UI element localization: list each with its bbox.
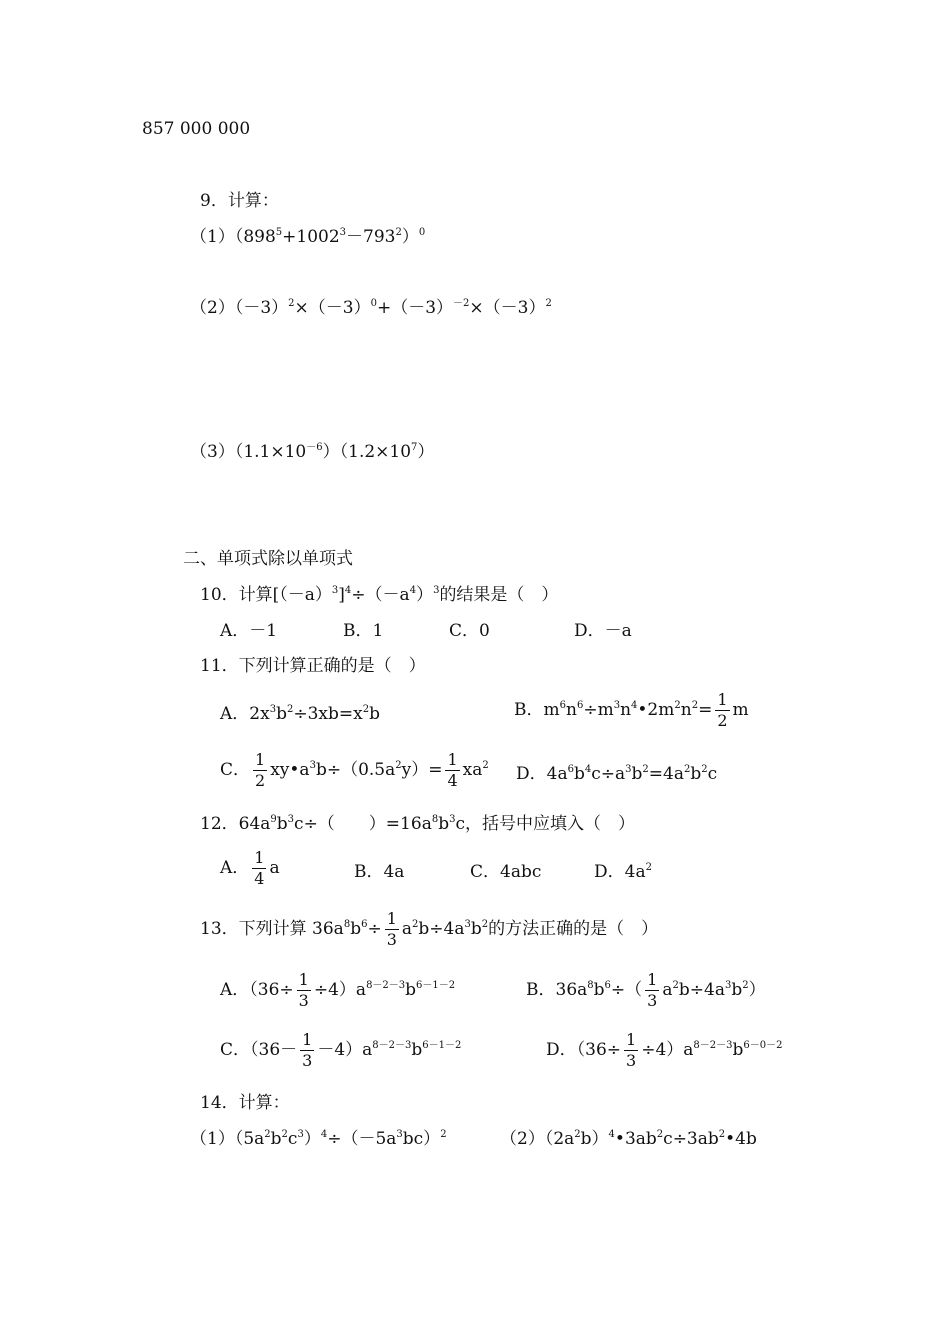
q11-option-d[interactable] [516, 766, 717, 783]
fraction [297, 972, 311, 1009]
exponent: 6 [559, 700, 566, 711]
option-label: A． [220, 858, 250, 878]
exponent: 2 [288, 298, 295, 309]
section-title: 二、单项式除以单项式 [183, 549, 353, 569]
q9-part1 [190, 229, 425, 246]
exponent: 2 [718, 1129, 726, 1140]
exponent: 3 [433, 585, 440, 596]
q13-text: b [350, 919, 362, 939]
fraction-numerator: 1 [647, 970, 658, 989]
q9-part3 [190, 444, 434, 461]
q9-part3-label: （3） [190, 442, 235, 462]
q12-text: b [276, 814, 288, 834]
exponent: 6 [604, 980, 611, 991]
math-text: b [573, 764, 585, 784]
q10-option-b[interactable]: B．1 [343, 621, 384, 641]
q9-part2 [190, 300, 552, 317]
math-text: ÷3xb=x [293, 704, 363, 724]
q12-text: b [438, 814, 450, 834]
exponent: 2 [545, 298, 552, 309]
exponent: 0 [418, 227, 426, 238]
q12-text: c，括号中应填入（ ） [455, 814, 635, 834]
math-text: n [566, 700, 577, 720]
exponent: 3 [449, 814, 456, 825]
fraction-numerator: 1 [254, 848, 265, 867]
fraction-numerator: 1 [626, 1030, 637, 1049]
exponent: 8－2－3 [366, 980, 406, 991]
math-text: b [369, 704, 380, 724]
exponent: 7 [411, 442, 418, 453]
math-text: a [662, 980, 673, 1000]
math-text: xy•a [270, 760, 310, 780]
exponent: 4 [608, 1129, 615, 1140]
q9-part3-text: ） [417, 442, 435, 462]
exponent: 3 [269, 704, 277, 715]
q12-option-a[interactable] [220, 850, 280, 887]
exponent: 2 [264, 1129, 271, 1140]
math-text: b [732, 1040, 744, 1060]
exponent: 8 [343, 919, 351, 930]
math-text: n [680, 700, 692, 720]
exponent: 2 [674, 700, 681, 711]
fraction-numerator: 1 [447, 750, 458, 769]
exponent: 6－1－2 [416, 980, 456, 991]
math-text: ） [748, 980, 766, 1000]
exponent: 2 [281, 1129, 288, 1140]
q9-part2-text: +（－3） [376, 298, 454, 318]
q14-part1-label: （1） [190, 1129, 235, 1149]
q12-option-c[interactable]: C．4abc [470, 862, 542, 882]
fraction-denominator: 3 [626, 1051, 637, 1070]
math-text: •3ab [614, 1129, 657, 1149]
exponent: 6 [567, 764, 574, 775]
q9-part3-text: ）（1.2×10 [322, 442, 412, 462]
exponent: 2 [742, 980, 749, 991]
exponent: 2 [691, 700, 699, 711]
option-label: B． [514, 700, 544, 720]
exponent: －2 [453, 298, 470, 309]
fraction [253, 752, 267, 789]
exponent: 3 [339, 227, 347, 238]
q12-stem [200, 816, 635, 833]
math-text: •4b [725, 1129, 757, 1149]
q10-option-c[interactable]: C．0 [449, 621, 490, 641]
math-text: （36－ [250, 1040, 298, 1060]
exponent: 6 [576, 700, 584, 711]
exponent: 2 [395, 760, 402, 771]
fraction [445, 752, 459, 789]
math-text: xa [462, 760, 483, 780]
q13-text: a [401, 919, 413, 939]
math-text: b [690, 764, 702, 784]
exponent: 3 [396, 1129, 403, 1140]
q10-text: ÷（－a [351, 585, 410, 605]
math-text: 4a [546, 764, 568, 784]
q10-option-a[interactable]: A．－1 [220, 621, 278, 641]
exponent: 4 [344, 585, 352, 596]
math-text: ÷m [583, 700, 614, 720]
option-label: C． [220, 1040, 251, 1060]
exponent: 2 [683, 764, 691, 775]
math-text: ÷4）a [313, 980, 367, 1000]
math-text: 36a [555, 980, 588, 1000]
top-number: 857 000 000 [142, 119, 251, 139]
fraction-denominator: 3 [647, 991, 658, 1010]
option-label: D． [516, 764, 547, 784]
math-text: c [287, 1129, 298, 1149]
fraction-numerator: 1 [386, 909, 397, 928]
exponent: 3 [309, 760, 316, 771]
exponent: 4 [631, 700, 638, 711]
math-text: = [698, 700, 713, 720]
math-text: b÷4a [678, 980, 725, 1000]
q14-title: 14．计算： [200, 1093, 290, 1113]
exponent: 6 [361, 919, 368, 930]
q10-text: ] [338, 585, 345, 605]
q14-part1 [190, 1131, 447, 1148]
exponent: 2 [574, 1129, 581, 1140]
exponent: 2 [395, 227, 402, 238]
math-text: m [543, 700, 560, 720]
exponent: 2 [656, 1129, 664, 1140]
math-text: b [593, 980, 605, 1000]
fraction [624, 1032, 638, 1069]
math-text: b [405, 980, 417, 1000]
exponent: 4 [320, 1129, 328, 1140]
exponent: 2 [440, 1129, 447, 1140]
q13-text: 的方法正确的是（ ） [488, 919, 659, 939]
q12-text: 12．64a [200, 814, 271, 834]
math-text: －4）a [317, 1040, 373, 1060]
q9-part1-text: +1002 [282, 227, 340, 247]
exponent: 3 [297, 1129, 304, 1140]
exponent: 3 [724, 980, 732, 991]
q13-text: 13．下列计算 36a [200, 919, 344, 939]
fraction [715, 692, 729, 729]
math-text: （36÷ [576, 1040, 622, 1060]
exponent: 3 [625, 764, 632, 775]
math-text: c÷3ab [663, 1129, 719, 1149]
fraction-denominator: 2 [255, 771, 266, 790]
fraction-denominator: 2 [717, 711, 728, 730]
fraction-numerator: 1 [255, 750, 266, 769]
q13-option-d[interactable] [546, 1032, 783, 1069]
q10-text: 10．计算[（－a） [200, 585, 332, 605]
fraction-denominator: 3 [386, 930, 397, 949]
exponent: 2 [645, 862, 652, 873]
math-text: b [411, 1040, 423, 1060]
q10-text: 的结果是（ ） [439, 585, 559, 605]
q13-option-b[interactable] [526, 972, 766, 1009]
fraction-numerator: 1 [302, 1030, 313, 1049]
q11-stem: 11．下列计算正确的是（ ） [200, 656, 426, 676]
q9-part1-text: －793 [346, 227, 396, 247]
exponent: 8 [587, 980, 594, 991]
option-label: A． [220, 704, 250, 724]
math-text: b÷（0.5a [315, 760, 396, 780]
q9-title: 9．计算： [200, 191, 279, 211]
q13-text: b÷4a [418, 919, 465, 939]
exponent: 2 [362, 704, 370, 715]
exponent: 0 [370, 298, 377, 309]
math-text: ÷4）a [641, 1040, 694, 1060]
math-text: （2a [544, 1129, 575, 1149]
q14-part2-label: （2） [500, 1129, 545, 1149]
q13-stem [200, 911, 658, 948]
exponent: 3 [287, 814, 295, 825]
q10-stem [200, 587, 558, 604]
q9-part1-label: （1） [190, 227, 235, 247]
math-text: b [270, 1129, 282, 1149]
q13-option-c[interactable] [220, 1032, 461, 1069]
math-text: ÷（ [610, 980, 643, 1000]
exponent: 4 [584, 764, 592, 775]
q9-part3-text: （1.1×10 [234, 442, 307, 462]
exponent: 8－2－3 [693, 1040, 733, 1051]
q12-text: c÷（ ）=16a [294, 814, 432, 834]
math-text: bc） [402, 1129, 441, 1149]
q12-option-b[interactable]: B．4a [354, 862, 405, 882]
fraction-denominator: 3 [302, 1051, 313, 1070]
fraction-numerator: 1 [717, 690, 728, 709]
fraction [645, 972, 659, 1009]
math-text: c [707, 764, 718, 784]
exponent: 2 [481, 919, 489, 930]
math-text: ） [303, 1129, 321, 1149]
q9-part1-text: ） [401, 227, 419, 247]
exponent: 8－2－3 [372, 1040, 412, 1051]
exponent: 6－0－2 [743, 1040, 783, 1051]
exponent: －6 [306, 442, 323, 453]
math-text: b） [580, 1129, 609, 1149]
q9-part2-text: ×（－3） [469, 298, 546, 318]
math-text: •2m [637, 700, 675, 720]
exponent: 2 [286, 704, 294, 715]
q13-option-a[interactable] [220, 972, 455, 1009]
q12-option-d[interactable] [594, 864, 652, 881]
math-text: =4a [648, 764, 684, 784]
exponent: 2 [412, 919, 419, 930]
q10-option-d[interactable]: D．－a [574, 621, 632, 641]
q11-option-b[interactable] [514, 692, 749, 729]
math-text: （5a [234, 1129, 265, 1149]
q11-option-a[interactable] [220, 706, 380, 723]
fraction-denominator: 4 [254, 869, 265, 888]
exponent: 8 [431, 814, 439, 825]
math-text: c÷a [591, 764, 626, 784]
exponent: 6－1－2 [422, 1040, 462, 1051]
q10-text: ） [416, 585, 434, 605]
fraction [385, 911, 399, 948]
exponent: 2 [642, 764, 649, 775]
exponent: 3 [331, 585, 339, 596]
q9-part2-text: ×（－3） [294, 298, 371, 318]
option-label: B． [526, 980, 556, 1000]
exponent: 2 [672, 980, 679, 991]
math-text: ÷（－5a [327, 1129, 397, 1149]
option-label: D． [546, 1040, 577, 1060]
math-text: a [269, 858, 280, 878]
exponent: 2 [701, 764, 708, 775]
exponent: 3 [464, 919, 471, 930]
q11-option-c[interactable] [220, 752, 489, 789]
fraction-denominator: 4 [447, 771, 458, 790]
exponent: 2 [482, 760, 489, 771]
fraction-denominator: 3 [298, 991, 309, 1010]
q13-text: ÷ [367, 919, 382, 939]
math-text: b [631, 764, 643, 784]
math-text: 2x [249, 704, 270, 724]
exponent: 4 [409, 585, 417, 596]
q13-text: b [470, 919, 482, 939]
q9-part2-text: （－3） [234, 298, 289, 318]
exponent: 3 [613, 700, 621, 711]
math-text: b [276, 704, 287, 724]
fraction-numerator: 1 [298, 970, 309, 989]
exponent: 9 [270, 814, 277, 825]
exponent: 5 [275, 227, 283, 238]
math-text: y）= [401, 760, 443, 780]
fraction [300, 1032, 314, 1069]
math-text: D．4a [594, 862, 646, 882]
math-text: b [731, 980, 743, 1000]
math-text: n [620, 700, 632, 720]
q9-part1-text: （898 [234, 227, 276, 247]
q14-part2 [500, 1131, 757, 1148]
math-text: m [732, 700, 749, 720]
option-label: C． [220, 760, 251, 780]
q9-part2-label: （2） [190, 298, 235, 318]
fraction [252, 850, 266, 887]
math-text: （36÷ [249, 980, 294, 1000]
option-label: A． [220, 980, 250, 1000]
